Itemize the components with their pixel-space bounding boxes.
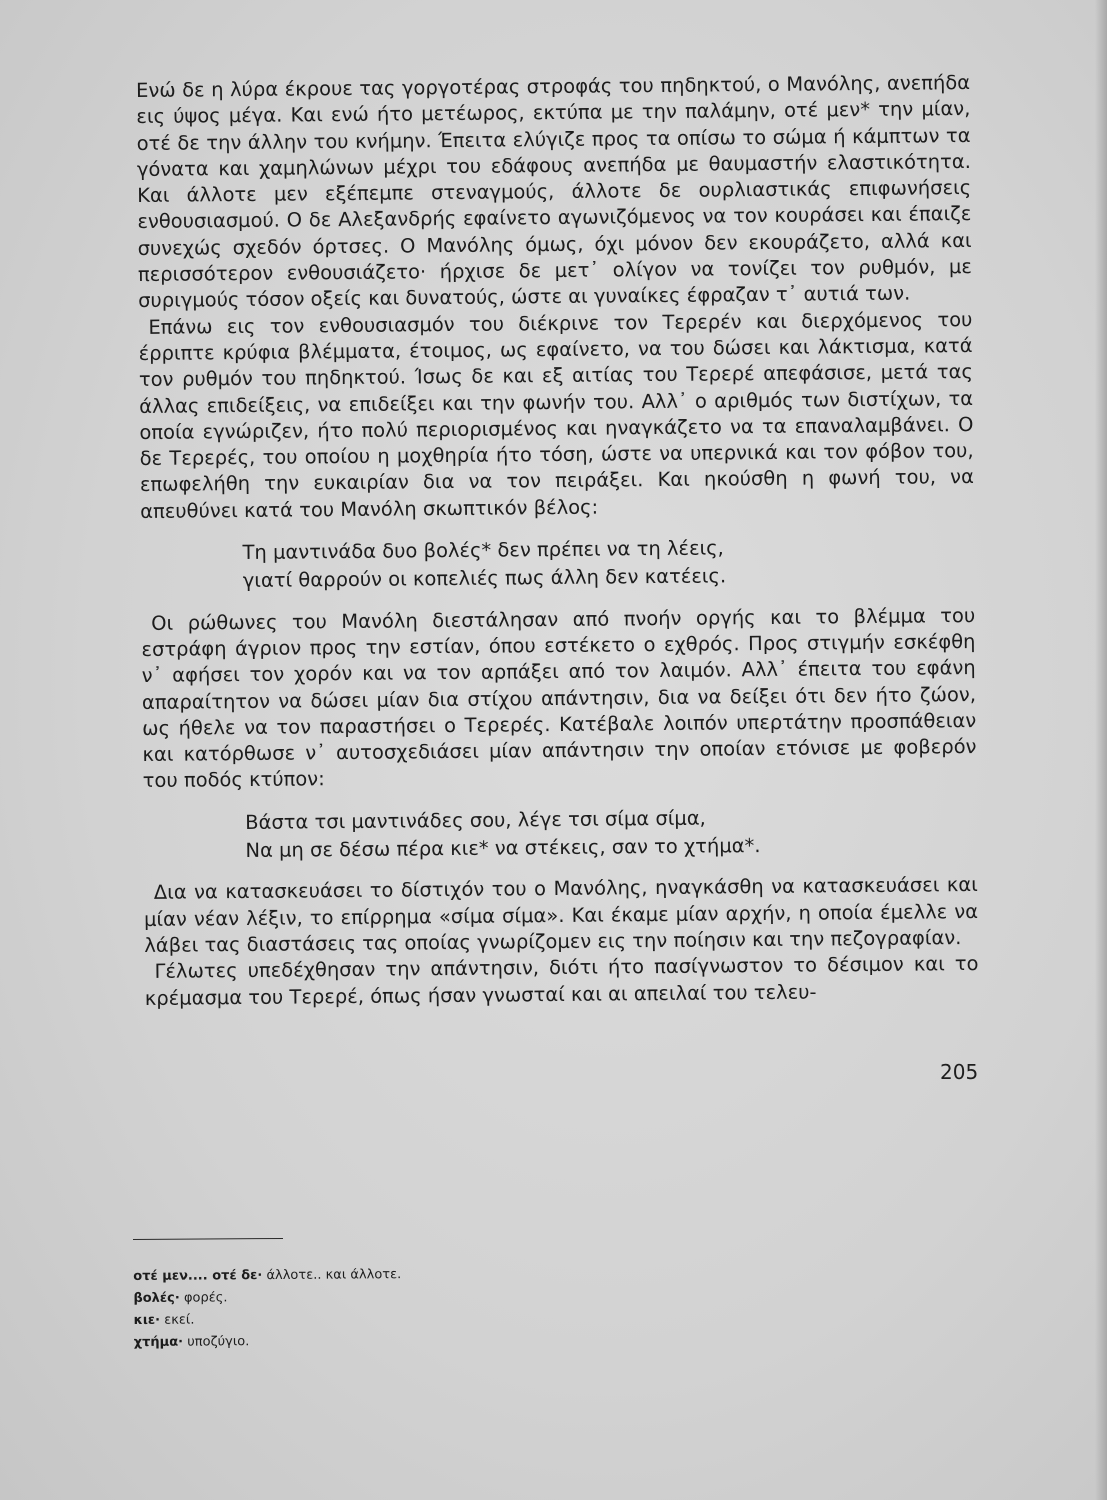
footnote-gloss: υποζύγιο. [187, 1334, 250, 1350]
couplet-2-line-2: Να μη σε δέσω πέρα κιε* να στέκεις, σαν το χτήμα*. [245, 834, 761, 863]
footnote-gloss: φορές. [183, 1290, 228, 1306]
footnote-item [133, 1307, 533, 1332]
couplet-1-line-2: γιατί θαρρούν οι κοπελιές πως άλλη δεν κατέεις. [242, 564, 727, 593]
couplet-1-line-1: Τη μαντινάδα δυο βολές* δεν πρέπει να τη λέεις, [242, 536, 724, 565]
page-binding-shadow [1095, 0, 1107, 1500]
couplet-2-line-1: Βάστα τσι μαντινάδες σου, λέγε τσι σίμα σίμα, [245, 806, 706, 834]
footnote-item [133, 1285, 533, 1310]
footnote-item [133, 1263, 533, 1288]
footnote-term: χτήμα· [133, 1334, 184, 1350]
footnotes [133, 1236, 534, 1354]
paragraph-5: Γέλωτες υπεδέχθησαν την απάντησιν, διότι ήτο πασίγνωστον το δέσιμον και το κρέμασμα του Τερερέ, όπως ήσαν γνωσταί και αι απειλαί του τελευ- [144, 952, 979, 1010]
footnote-term: κιε· [133, 1312, 161, 1328]
main-text [136, 70, 979, 1012]
couplet-2 [143, 803, 977, 866]
footnote-gloss: εκεί. [164, 1312, 195, 1328]
paragraph-2: Επάνω εις τον ενθουσιασμόν του διέκρινε τον Τερερέν και διερχόμενος του έρριπτε κρύφια βλέμματα, έτοιμος, ως εφαίνετο, να του δώσει και λάκτισμα, κατά τον ρυθμόν του πηδηκτού. Ίσως δε και εξ αιτίας του Τερερέ απεφάσισε, μετά τας άλλας επιδείξεις, να επιδείξει και την φωνήν του. Αλλ᾽ ο αριθμός των διστίχων, τα οποία εγνώριζεν, ήτο πολύ περιορισμένος και ηναγκάζετο να τα επαναλαμβάνει. Ο δε Τερερές, του οποίου η μοχθηρία ήτο τόση, ώστε να υπερνικά και τον φόβον του, επωφελήθη την ευκαιρίαν δια να τον πειράξει. Και ηκούσθη η φωνή του, να απευθύνει κατά του Μανόλη σκωπτικόν βέλος: [138, 307, 974, 523]
paragraph-3: Οι ρώθωνες του Μανόλη διεστάλησαν από πνοήν οργής και το βλέμμα του εστράφη άγριον προς την εστίαν, όπου εστέκετο ο εχθρός. Προς στιγμήν εσκέφθη ν᾽ αφήσει τον χορόν και να τον αρπάξει από τον λαιμόν. Αλλ᾽ έπειτα του εφάνη απαραίτητον να δώσει μίαν δια στίχου απάντησιν, δια να δείξει ότι δεν ήτο ζώον, ως ήθελε να τον παραστήσει ο Τερερές. Κατέβαλε λοιπόν υπερτάτην προσπάθειαν και κατόρθωσε ν᾽ αυτοσχεδιάσει μίαν απάντησιν την οποίαν ετόνισε με φοβερόν του ποδός κτύπον: [141, 603, 977, 793]
paragraph-1: Ενώ δε η λύρα έκρουε τας γοργοτέρας στροφάς του πηδηκτού, ο Μανόλης, ανεπήδα εις ύψος μέγα. Και ενώ ήτο μετέωρος, εκτύπα με την παλάμην, οτέ μεν* την μίαν, οτέ δε την άλλην του κνήμην. Έπειτα ελύγιζε προς τα οπίσω το σώμα ή κάμπτων τα γόνατα και χαμηλώνων μέχρι του εδάφους ανεπήδα με θαυμαστήν ελαστικότητα. Και άλλοτε μεν εξέπεμπε στεναγμούς, άλλοτε δε ουρλιαστικάς επιφωνήσεις ενθουσιασμού. Ο δε Αλεξανδρής εφαίνετο αγωνιζόμενος να τον κουράσει και έπαιζε συνεχώς σχεδόν όρτσες. Ο Μανόλης όμως, όχι μόνον δεν εκουράζετο, αλλά και περισσότερον ενθουσιάζετο· ήρχισε δε μετ᾽ ολίγον να τονίζει τον ρυθμόν, με συριγμούς τόσον οξείς και δυνατούς, ώστε αι γυναίκες έφραζαν τ᾽ αυτιά των. [136, 70, 972, 313]
page-number: 205 [940, 1060, 979, 1084]
footnote-item [134, 1329, 534, 1354]
footnote-term: οτέ μεν.... οτέ δε· [133, 1268, 263, 1284]
footnote-divider [133, 1238, 283, 1240]
footnote-gloss: άλλοτε.. και άλλοτε. [266, 1267, 402, 1284]
paragraph-4: Δια να κατασκευάσει το δίστιχόν του ο Μανόλης, ηναγκάσθη να κατασκευάσει και μίαν νέαν λέξιν, το επίρρημα «σίμα σίμα». Και έκαμε μίαν αρχήν, η οποία έμελλε να λάβει τας διαστάσεις τας οποίας γνωρίζομεν εις την ποίησιν και την πεζογραφίαν. [143, 873, 979, 957]
footnote-term: βολές· [133, 1290, 180, 1306]
couplet-1 [140, 533, 974, 596]
